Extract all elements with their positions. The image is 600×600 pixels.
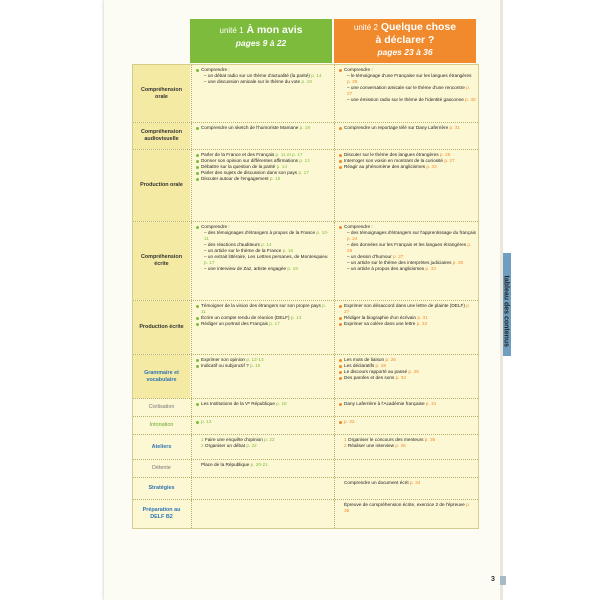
- page-reference: p. 14: [275, 164, 287, 169]
- page-reference: p. 17: [204, 260, 215, 265]
- page-reference: p. 19: [268, 176, 281, 181]
- unit2-label: unité 2: [353, 23, 378, 32]
- unit1-cell: [191, 222, 334, 300]
- unit1-title: À mon avis: [246, 24, 303, 36]
- item-text: – des données sur les Français et les langues étrangères: [347, 242, 467, 247]
- content-item: [338, 480, 476, 486]
- unit2-cell: [334, 500, 478, 528]
- row-label: Compréhension orale: [133, 65, 190, 122]
- item-text: Faire une enquête d'opinion: [204, 437, 263, 442]
- item-text: – des réactions d'auditeurs: [204, 242, 260, 247]
- content-item: [195, 419, 332, 425]
- page-reference: p. 18: [274, 401, 287, 406]
- page-reference: p. 31: [448, 125, 460, 130]
- item-text: Rédiger un portrait des Français: [201, 321, 268, 326]
- item-text: Exprimer sa colère dans une lettre: [344, 321, 416, 326]
- item-text: Épreuve de compréhension écrite, exercice 2 de l'épreuve: [344, 502, 465, 507]
- row-strategies: [133, 477, 478, 499]
- unit1-pages: pages 9 à 22: [235, 38, 287, 48]
- unit1-cell: [191, 123, 334, 149]
- row-production-orale: [133, 149, 478, 221]
- content-item: [338, 321, 476, 327]
- item-text: – un extrait littéraire, Les Lettres persanes, de Montesquieu: [204, 254, 328, 259]
- content-item: [338, 502, 476, 514]
- content-item: [195, 462, 332, 468]
- item-text: Indicatif ou subjonctif ?: [201, 363, 249, 368]
- content-item: [195, 303, 332, 315]
- content-item: [338, 375, 476, 381]
- item-text: Témoigner de la vision des étrangers sur son propre pays: [201, 303, 321, 308]
- page-reference: p. 10-11: [204, 230, 329, 241]
- page-reference: p. 22: [262, 437, 275, 442]
- content-item: [338, 164, 476, 170]
- row-label: Ateliers: [151, 443, 172, 450]
- row-label: Préparation au DELF B2: [142, 507, 181, 520]
- unit1-cell: [191, 435, 334, 459]
- page-reference: p. 24: [347, 236, 358, 241]
- unit1-header: [190, 19, 332, 63]
- unit2-header: [334, 19, 476, 63]
- row-comprehension-ecrite: [133, 221, 478, 300]
- page-reference: p. 15: [248, 363, 261, 368]
- unit2-title-line2: à déclarer ?: [375, 34, 435, 46]
- atelier-number: 1: [344, 437, 348, 442]
- page-reference: p. 17: [267, 321, 280, 326]
- page-reference: p. 30: [463, 97, 476, 102]
- item-text: Les mots de liaison: [344, 357, 385, 362]
- item-text: Comprendre un reportage télé sur Dany Laferrière: [344, 125, 449, 130]
- content-item: [195, 230, 332, 242]
- unit2-cell: [334, 478, 478, 499]
- item-text: – une conversation amicale sur le thème d'une rencontre: [347, 85, 465, 90]
- page-reference: p. 13: [289, 315, 302, 320]
- page-reference: p. 31: [416, 315, 428, 320]
- page-reference: p. 32: [344, 419, 355, 424]
- row-label: Grammaire et vocabulaire: [133, 355, 190, 398]
- content-item: [338, 230, 476, 242]
- page-reference: p. 33: [425, 164, 437, 169]
- unit1-cell: [191, 150, 334, 221]
- row-grammaire-vocabulaire: [133, 354, 478, 398]
- contents-table: [132, 64, 479, 529]
- page-reference: p. 11 et p. 17: [274, 152, 303, 157]
- unit1-label: unité 1: [219, 26, 244, 35]
- page-reference: p. 27: [391, 254, 404, 259]
- item-text: Organiser le concours des menteurs: [347, 437, 424, 442]
- page-reference: p. 34: [408, 480, 421, 485]
- content-item: [195, 79, 332, 85]
- item-text: Donner son opinion sur différentes affirmations: [201, 158, 299, 163]
- unit1-cell: [191, 65, 334, 122]
- atelier-number: 1: [201, 437, 205, 442]
- row-label: Production écrite: [133, 301, 190, 354]
- item-text: – un article sur le thème de la France: [204, 248, 282, 253]
- page-reference: p. 27: [347, 85, 471, 96]
- item-text: Les Institutions de la Vᵉ République: [201, 401, 275, 406]
- page-reference: p. 13: [201, 419, 212, 424]
- unit2-pages: pages 23 à 36: [377, 47, 433, 57]
- item-text: Discuter autour de l'engagement: [201, 176, 269, 181]
- unit2-cell: [334, 222, 478, 300]
- item-text: Comprendre :: [344, 67, 373, 72]
- page-reference: p. 25: [438, 152, 451, 157]
- unit1-cell: [191, 500, 334, 528]
- item-text: Écrire un compte rendu de réunion (DELF): [201, 315, 290, 320]
- page-reference: p. 31: [424, 401, 437, 406]
- item-text: – des témoignages d'étrangers sur l'apprentissage du français: [347, 230, 476, 235]
- row-label: Détente: [152, 465, 171, 471]
- content-item: [195, 176, 332, 182]
- page-reference: p. 17: [297, 170, 309, 175]
- item-text: Exprimer son opinion: [201, 357, 246, 362]
- page-number-marker: [500, 576, 506, 585]
- content-item: [338, 401, 476, 407]
- content-item: [338, 443, 476, 449]
- row-preparation-delf: [133, 499, 478, 528]
- page-reference: p. 25: [347, 79, 358, 84]
- page-number: 3: [491, 576, 495, 583]
- unit1-cell: [191, 301, 334, 354]
- content-item: [195, 363, 332, 369]
- item-text: Comprendre un document écrit: [344, 480, 409, 485]
- row-label: Production orale: [133, 150, 190, 221]
- item-text: Les déclaratifs: [344, 363, 375, 368]
- content-item: [195, 254, 332, 266]
- page-reference: p. 36: [423, 437, 436, 442]
- page-reference: p. 25: [347, 242, 472, 253]
- page-reference: p. 35: [344, 502, 470, 513]
- item-text: – une émission radio sur le thème de l'identité gasconne: [347, 97, 464, 102]
- content-item: [338, 419, 476, 425]
- page-reference: p. 32: [394, 375, 407, 380]
- page-reference: p. 29: [407, 369, 419, 374]
- item-text: Comprendre :: [201, 224, 230, 229]
- unit2-cell: [334, 301, 478, 354]
- unit2-cell: [334, 460, 478, 477]
- item-text: Place de la République: [201, 462, 250, 467]
- row-intonation: [133, 416, 478, 434]
- item-text: Discuter sur le thème des langues étrangères: [344, 152, 439, 157]
- page-reference: p. 11: [201, 303, 327, 314]
- item-text: – une discussion amicale sur le thème du vote: [204, 79, 301, 84]
- item-text: – un dessin d'humour: [347, 254, 392, 259]
- unit1-cell: [191, 460, 334, 477]
- page-reference: p. 19: [300, 79, 312, 84]
- item-text: Débattre sur la question de la parité: [201, 164, 276, 169]
- content-item: [338, 242, 476, 254]
- unit2-cell: [334, 355, 478, 398]
- item-text: Interroger son voisin en montrant de la curiosité: [344, 158, 444, 163]
- atelier-number: 2: [201, 443, 205, 448]
- item-text: Réagir au phénomène des anglicismes: [344, 164, 426, 169]
- page-reference: p. 27: [443, 158, 455, 163]
- page-reference: p. 36: [394, 443, 406, 448]
- content-item: [338, 125, 476, 131]
- row-comprehension-audiovisuelle: [133, 122, 478, 149]
- item-text: Comprendre :: [344, 224, 373, 229]
- unit2-title-line1: Quelque chose: [380, 21, 457, 33]
- unit2-cell: [334, 150, 478, 221]
- content-item: [195, 321, 332, 327]
- unit2-cell: [334, 417, 478, 434]
- content-item: [338, 266, 476, 272]
- page-reference: p. 19: [298, 125, 311, 130]
- item-text: – une interview de Zaz, artiste engagée: [204, 266, 287, 271]
- content-item: [195, 443, 332, 449]
- unit1-cell: [191, 399, 334, 416]
- row-detente: [133, 459, 478, 477]
- content-item: [195, 401, 332, 407]
- page-reference: p. 14: [259, 242, 272, 247]
- page-reference: p. 19: [286, 266, 298, 271]
- side-tab-label: tableau des contenus: [502, 275, 510, 348]
- page-reference: p. 27: [344, 303, 471, 314]
- page-reference: p. 26: [384, 357, 396, 362]
- content-item: [338, 85, 476, 97]
- item-text: – un article à propos des anglicismes: [347, 266, 425, 271]
- item-text: Parler des sujets de discussion dans son pays: [201, 170, 298, 175]
- item-text: – un débat radio sur un thème d'actualité (la parité): [204, 73, 310, 78]
- unit1-cell: [191, 478, 334, 499]
- content-item: [195, 125, 332, 131]
- item-text: – un article sur le thème des interprètes judiciaires: [347, 260, 452, 265]
- row-label: Compréhension audiovisuelle: [133, 123, 190, 149]
- content-item: [338, 303, 476, 315]
- unit1-cell: [191, 355, 334, 398]
- item-text: Organiser un débat: [204, 443, 246, 448]
- content-item: [338, 73, 476, 85]
- item-text: – le témoignage d'une Française sur les langues étrangères: [347, 73, 472, 78]
- row-label: Stratégies: [148, 485, 175, 491]
- page-reference: p. 30: [451, 260, 464, 265]
- unit2-cell: [334, 65, 478, 122]
- item-text: Le discours rapporté au passé: [344, 369, 408, 374]
- item-text: Comprendre :: [201, 67, 230, 72]
- item-text: Exprimer son désaccord dans une lettre de plainte (DELF): [344, 303, 465, 308]
- page-reference: p. 28: [374, 363, 386, 368]
- page-reference: p. 22: [245, 443, 257, 448]
- page-reference: p. 12-13: [245, 357, 264, 362]
- item-text: Comprendre un sketch de l'humoriste Mamane: [201, 125, 299, 130]
- row-comprehension-orale: [133, 65, 478, 122]
- page-reference: p. 20-21: [249, 462, 268, 467]
- content-item: [338, 97, 476, 103]
- unit2-cell: [334, 399, 478, 416]
- item-text: – des témoignages d'étrangers à propos de la France: [204, 230, 316, 235]
- row-ateliers: [133, 434, 478, 459]
- page-reference: p. 13: [298, 158, 310, 163]
- page-reference: p. 33: [424, 266, 436, 271]
- item-text: Parler de la France et des Français: [201, 152, 275, 157]
- unit2-cell: [334, 435, 478, 459]
- content-item: [195, 266, 332, 272]
- row-label: Intonation: [149, 422, 174, 428]
- item-text: Dany Laferrière à l'Académie française: [344, 401, 425, 406]
- row-civilisation: [133, 398, 478, 416]
- row-production-ecrite: [133, 300, 478, 354]
- page-reference: p. 14: [309, 73, 322, 78]
- atelier-number: 2: [344, 443, 348, 448]
- row-label: Compréhension écrite: [133, 222, 190, 300]
- unit2-cell: [334, 123, 478, 149]
- unit1-cell: [191, 417, 334, 434]
- row-label: Civilisation: [148, 404, 175, 410]
- page-reference: p. 33: [415, 321, 428, 326]
- page-reference: p. 16: [281, 248, 294, 253]
- item-text: Des paroles et des sons: [344, 375, 395, 380]
- item-text: Réaliser une interview: [347, 443, 395, 448]
- item-text: Rédiger la biographie d'un écrivain: [344, 315, 417, 320]
